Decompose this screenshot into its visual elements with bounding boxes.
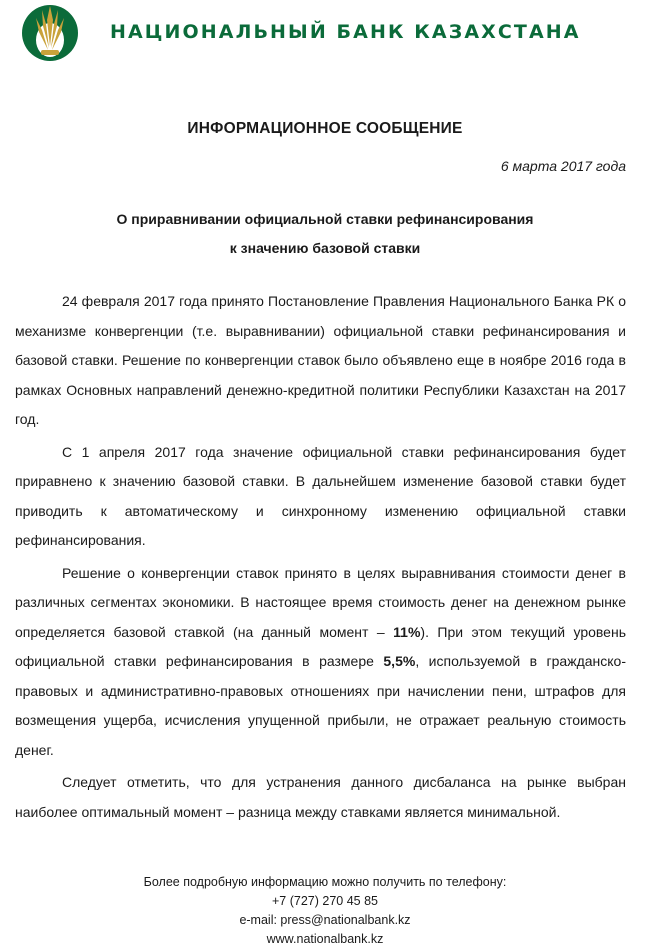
paragraph-3-part-c: , используемой в гражданско-правовых и административно-правовых отношениях при начислении пени, штрафов для возмещения ущерба, исчисления упущенной прибыли, не отражает реальную стоимость денег. (15, 653, 627, 758)
paragraph-3-part-a: Решение о конвергенции ставок принято в целях выравнивания стоимости денег в различных сегментах экономики. В настоящее время стоимость денег на денежном рынке определяется базовой ставкой (на данный момент – (15, 564, 626, 640)
document-date: 6 марта 2017 года (500, 158, 626, 174)
bank-emblem-icon (20, 0, 80, 62)
footer-email: e-mail: press@nationalbank.kz (239, 913, 411, 927)
paragraph-4: Следует отметить, что для устранения данного дисбаланса на рынке выбран наиболее оптимальный момент – разница между ставками является минимальной. (15, 774, 626, 820)
paragraph-3 (15, 559, 626, 766)
subject-line-1: О приравнивании официальной ставки рефинансирования (116, 211, 534, 227)
footer-info: Более подробную информацию можно получить по телефону: (143, 875, 507, 889)
refinancing-rate-value: 5,5% (383, 653, 416, 669)
paragraph-1: 24 февраля 2017 года принято Постановление Правления Национального Банка РК о механизме конвергенции (т.е. выравнивании) официальной ставки рефинансирования и базовой ставки. Решение по конвергенции ставок было объявлено еще в ноябре 2016 года в рамках Основных направлений денежно-кредитной политики Республики Казахстан на 2017 год. (15, 293, 626, 427)
paragraph-2: С 1 апреля 2017 года значение официальной ставки рефинансирования будет приравнено к значению базовой ставки. В дальнейшем изменение базовой ставки будет приводить к автоматическому и синхронному изменению официальной ставки рефинансирования. (15, 443, 626, 548)
footer-website: www.nationalbank.kz (266, 932, 384, 946)
contact-footer (0, 873, 650, 948)
letterhead (10, 0, 640, 72)
paragraph-3-part-b: ). При этом текущий уровень официальной ставки рефинансирования в размере (15, 623, 626, 669)
bank-name: НАЦИОНАЛЬНЫЙ БАНК КАЗАХСТАНА (110, 21, 581, 43)
document-title: ИНФОРМАЦИОННОЕ СООБЩЕНИЕ (187, 120, 463, 137)
base-rate-value: 11% (393, 623, 421, 640)
subject-line-2: к значению базовой ставки (229, 240, 421, 256)
footer-phone: +7 (727) 270 45 85 (272, 894, 378, 908)
document-subject (0, 205, 650, 263)
document-body (15, 287, 626, 830)
